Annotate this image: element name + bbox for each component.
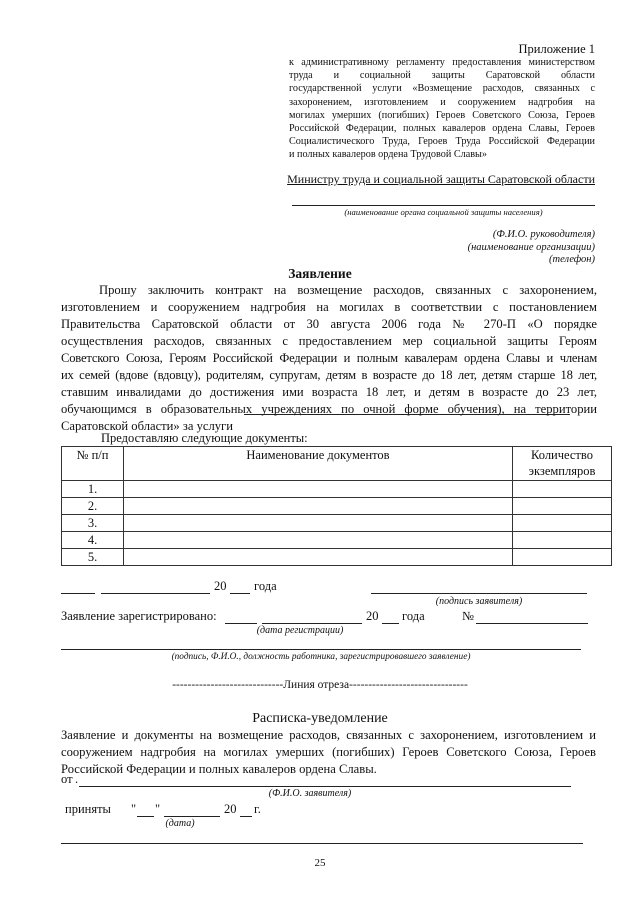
row-number: 3. <box>62 515 124 532</box>
from-label: от <box>61 772 73 786</box>
receipt-title: Расписка-уведомление <box>252 711 388 726</box>
reg-day-field[interactable] <box>225 623 257 624</box>
col-header-name: Наименование документов <box>124 447 513 481</box>
application-line: ставшим инвалидами до достижения ими возраста 18 лет, и детям в возрасте до 23 лет, <box>61 385 597 399</box>
applicant-signature-field[interactable] <box>371 593 587 594</box>
reg-year-suffix: года <box>402 609 425 623</box>
annex-line: к административному регламенту предоставления министерством <box>289 57 595 68</box>
annex-title: Приложение 1 <box>518 42 595 56</box>
col-header-count: Количество экземпляров <box>513 447 612 481</box>
year-suffix: года <box>254 579 277 593</box>
quote-close: " <box>155 802 161 816</box>
application-text <box>61 282 597 435</box>
document-count-cell[interactable] <box>513 515 612 532</box>
reg-month-field[interactable] <box>262 623 362 624</box>
number-sign: № <box>462 609 474 623</box>
quote-open: " <box>131 802 137 816</box>
ministry-addressee: Министру труда и социальной защиты Саратовской области <box>287 172 595 186</box>
receipt-year-suffix: г. <box>254 802 261 816</box>
organ-hint: (наименование органа социальной защиты населения) <box>344 207 543 217</box>
from-dot: . <box>75 772 79 786</box>
reg-year-field[interactable] <box>382 623 399 624</box>
annex-line: и полных кавалеров ордена Трудовой Славы» <box>289 149 487 161</box>
application-line: обучающимся в образовательных учреждениях по очной форме обучения), на территории <box>61 402 597 416</box>
table-row <box>62 481 612 498</box>
receipt-year-field[interactable] <box>240 816 252 817</box>
receipt-month-field[interactable] <box>164 816 220 817</box>
table-row <box>62 515 612 532</box>
day-field[interactable] <box>61 593 95 594</box>
table-row <box>62 549 612 566</box>
application-line: изготовлением и сооружением надгробия на могилах в соответствии с постановлением <box>61 300 597 314</box>
document-count-cell[interactable] <box>513 481 612 498</box>
receipt-line: сооружением надгробия на могилах умерших (погибших) Героев Советского Союза, Героев <box>61 745 596 759</box>
application-title: Заявление <box>288 266 352 281</box>
applicant-hint: (Ф.И.О. заявителя) <box>268 788 352 799</box>
worker-hint: (подпись, Ф.И.О., должность работника, зарегистрировавшего заявление) <box>171 652 471 662</box>
annex-line: Социалистического Труда, Героев Труда Российской Федерации <box>289 136 595 148</box>
annex-line: могилах умерших (погибших) Героев Советского Союза, Героев <box>289 109 595 121</box>
annex-line: государственной услуги «Возмещение расходов, связанных с <box>289 83 595 95</box>
application-line: Правительства Саратовской области от 30 августа 2006 года № 270-П «О порядке <box>61 317 597 331</box>
annex-text <box>289 56 595 162</box>
organ-line[interactable] <box>292 205 595 206</box>
year-field[interactable] <box>230 593 250 594</box>
applicant-name-field[interactable] <box>79 786 571 787</box>
registered-label: Заявление зарегистрировано: <box>61 609 217 623</box>
document-name-cell[interactable] <box>124 532 513 549</box>
col-header-number: № п/п <box>62 447 124 481</box>
application-line: Прошу заключить контракт на возмещение расходов, связанных с захоронением, <box>99 283 597 297</box>
page-number: 25 <box>314 857 326 869</box>
document-name-cell[interactable] <box>124 498 513 515</box>
receipt-line: Заявление и документы на возмещение расходов, связанных с захоронением, изготовлением и <box>61 728 596 742</box>
row-number: 4. <box>62 532 124 549</box>
table-row <box>62 532 612 549</box>
receipt-year-prefix: 20 <box>224 802 237 816</box>
documents-intro: Предоставляю следующие документы: <box>101 431 308 445</box>
receipt-line: Российской Федерации и полных кавалеров ордена Славы. <box>61 762 377 776</box>
application-line: осуществления расходов, связанных с предоставлением мер социальной защиты Героям <box>61 334 597 348</box>
application-line: Советского Союза, Героям Российской Федерации и полным кавалерам ордена Славы и членам <box>61 351 597 365</box>
application-line: их семей (вдове (вдовцу), родителям, супругам, детям в возрасте до 18 лет, детям старше 18 лет, <box>61 368 597 382</box>
row-number: 5. <box>62 549 124 566</box>
reg-date-hint: (дата регистрации) <box>256 625 344 636</box>
receipt-signature-field[interactable] <box>61 843 583 844</box>
cut-line: -----------------------------Линия отреза------------------------------- <box>172 679 468 691</box>
services-line[interactable] <box>244 414 570 415</box>
table-header-row <box>62 447 612 481</box>
annex-line: труда и социальной защиты Саратовской области <box>289 70 595 82</box>
document-name-cell[interactable] <box>124 481 513 498</box>
receipt-day-field[interactable] <box>137 816 154 817</box>
accepted-label: приняты <box>65 802 111 816</box>
application-line: Саратовской области» за услуги <box>61 419 233 433</box>
year-prefix: 20 <box>214 579 227 593</box>
reg-year-prefix: 20 <box>366 609 379 623</box>
org-hint: (наименование организации) <box>467 242 595 253</box>
document-name-cell[interactable] <box>124 515 513 532</box>
annex-line: Российской Федерации, полных кавалеров ордена Славы, Героев <box>289 122 595 134</box>
receipt-text <box>61 727 596 778</box>
reg-number-field[interactable] <box>476 623 588 624</box>
document-count-cell[interactable] <box>513 498 612 515</box>
document-count-cell[interactable] <box>513 532 612 549</box>
applicant-sign-hint: (подпись заявителя) <box>435 596 523 607</box>
row-number: 2. <box>62 498 124 515</box>
documents-table <box>61 446 612 566</box>
annex-line: захоронением, изготовлением и сооружением надгробия на <box>289 96 595 108</box>
table-row <box>62 498 612 515</box>
row-number: 1. <box>62 481 124 498</box>
receipt-date-hint: (дата) <box>165 818 195 829</box>
head-hint: (Ф.И.О. руководителя) <box>492 229 595 240</box>
document-count-cell[interactable] <box>513 549 612 566</box>
phone-hint: (телефон) <box>549 254 595 265</box>
month-field[interactable] <box>101 593 210 594</box>
worker-signature-field[interactable] <box>61 649 581 650</box>
document-name-cell[interactable] <box>124 549 513 566</box>
